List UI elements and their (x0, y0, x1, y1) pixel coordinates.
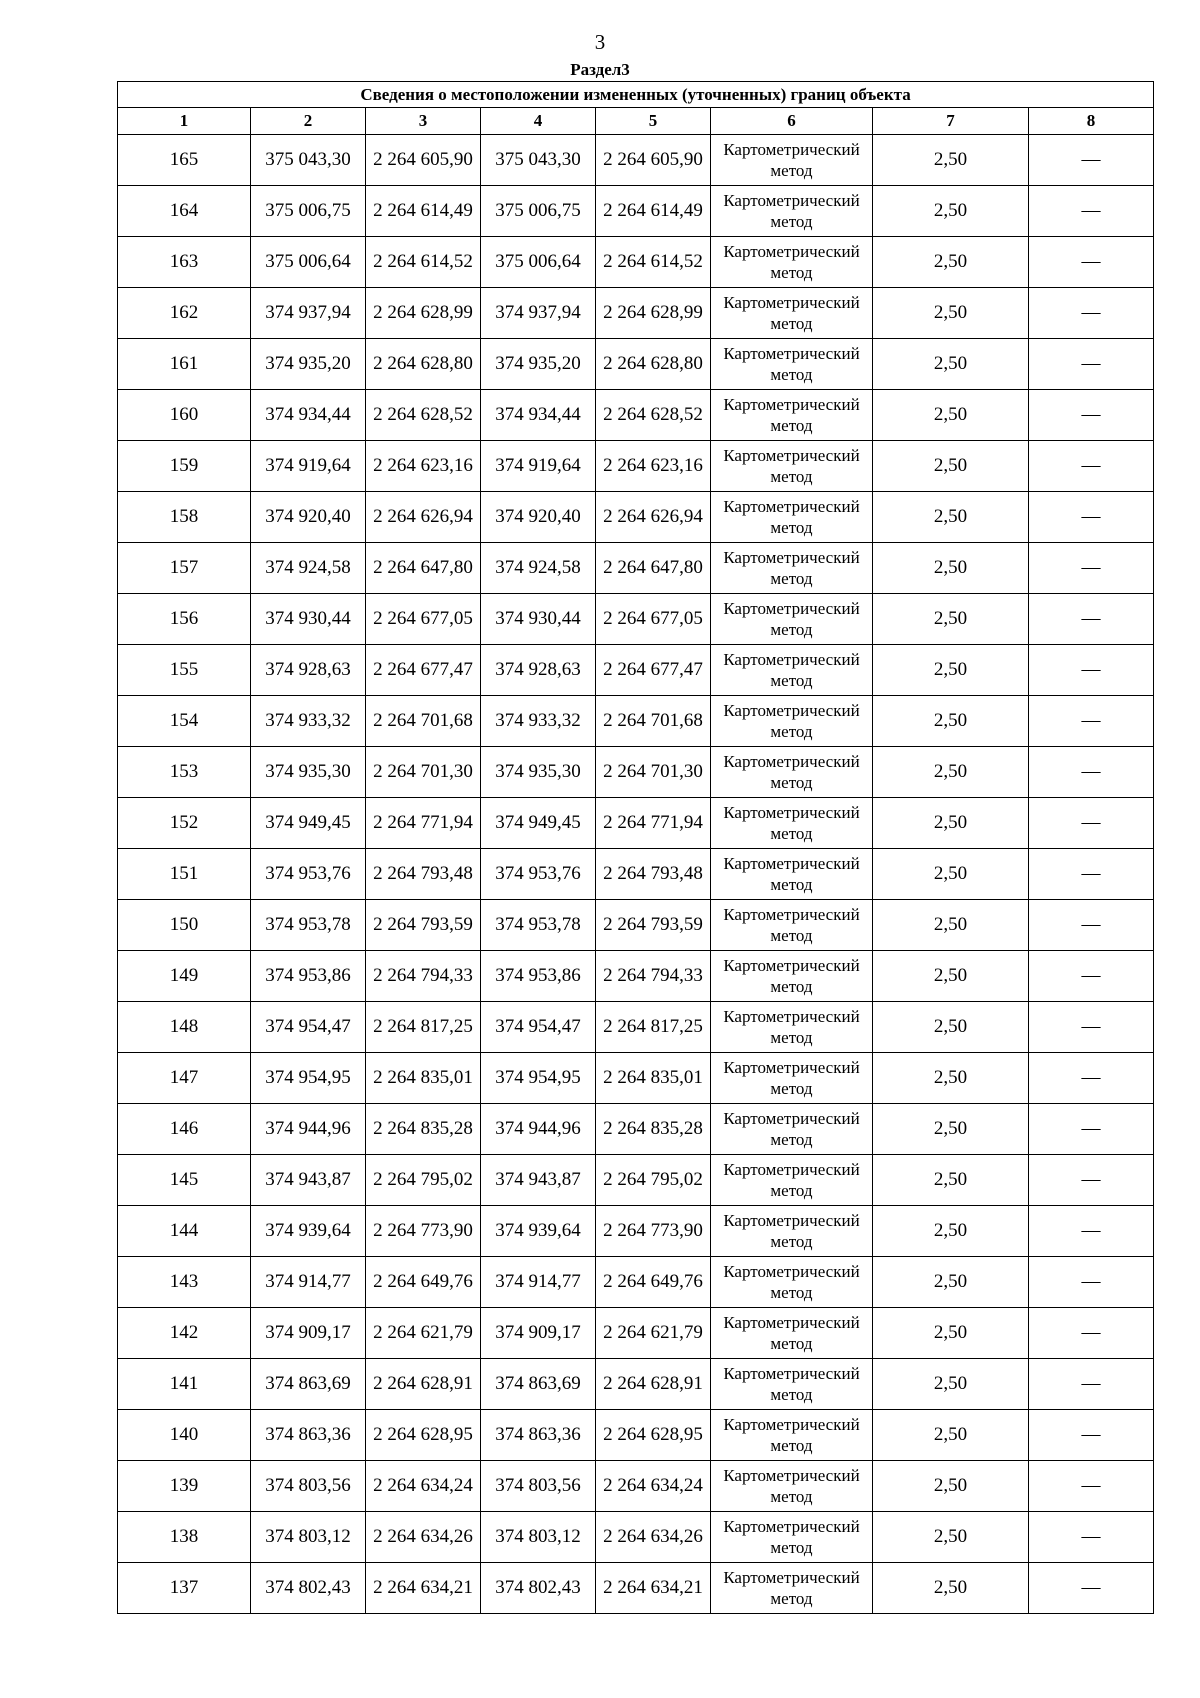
y-coordinate-cell: 2 264 773,90 (366, 1206, 481, 1257)
method-cell: Картометрический метод (711, 135, 873, 186)
y-coordinate-cell: 2 264 628,99 (596, 288, 711, 339)
accuracy-cell: 2,50 (873, 1359, 1029, 1410)
point-number-cell: 157 (118, 543, 251, 594)
accuracy-cell: 2,50 (873, 696, 1029, 747)
method-cell: Картометрический метод (711, 186, 873, 237)
note-cell: — (1029, 339, 1154, 390)
accuracy-cell: 2,50 (873, 492, 1029, 543)
y-coordinate-cell: 2 264 634,26 (596, 1512, 711, 1563)
point-number-cell: 158 (118, 492, 251, 543)
y-coordinate-cell: 2 264 628,95 (596, 1410, 711, 1461)
point-number-cell: 154 (118, 696, 251, 747)
x-coordinate-cell: 375 006,64 (251, 237, 366, 288)
y-coordinate-cell: 2 264 621,79 (596, 1308, 711, 1359)
y-coordinate-cell: 2 264 605,90 (366, 135, 481, 186)
table-row (118, 135, 1154, 186)
y-coordinate-cell: 2 264 626,94 (596, 492, 711, 543)
method-cell: Картометрический метод (711, 1563, 873, 1614)
y-coordinate-cell: 2 264 614,52 (366, 237, 481, 288)
note-cell: — (1029, 1155, 1154, 1206)
x-coordinate-cell: 374 953,78 (251, 900, 366, 951)
point-number-cell: 143 (118, 1257, 251, 1308)
table-row (118, 1104, 1154, 1155)
method-cell: Картометрический метод (711, 1512, 873, 1563)
x-coordinate-cell: 374 943,87 (251, 1155, 366, 1206)
y-coordinate-cell: 2 264 628,91 (596, 1359, 711, 1410)
table-row (118, 1155, 1154, 1206)
x-coordinate-cell: 374 935,30 (251, 747, 366, 798)
x-coordinate-cell: 374 935,20 (251, 339, 366, 390)
table-body (118, 135, 1154, 1614)
accuracy-cell: 2,50 (873, 1257, 1029, 1308)
accuracy-cell: 2,50 (873, 1053, 1029, 1104)
point-number-cell: 160 (118, 390, 251, 441)
y-coordinate-cell: 2 264 647,80 (596, 543, 711, 594)
method-cell: Картометрический метод (711, 1002, 873, 1053)
table-row (118, 1206, 1154, 1257)
y-coordinate-cell: 2 264 634,21 (596, 1563, 711, 1614)
method-cell: Картометрический метод (711, 1359, 873, 1410)
y-coordinate-cell: 2 264 835,01 (366, 1053, 481, 1104)
y-coordinate-cell: 2 264 817,25 (596, 1002, 711, 1053)
x-coordinate-cell: 374 935,20 (481, 339, 596, 390)
accuracy-cell: 2,50 (873, 798, 1029, 849)
note-cell: — (1029, 696, 1154, 747)
point-number-cell: 165 (118, 135, 251, 186)
accuracy-cell: 2,50 (873, 747, 1029, 798)
note-cell: — (1029, 1461, 1154, 1512)
y-coordinate-cell: 2 264 634,26 (366, 1512, 481, 1563)
x-coordinate-cell: 374 943,87 (481, 1155, 596, 1206)
table-row (118, 645, 1154, 696)
x-coordinate-cell: 374 802,43 (251, 1563, 366, 1614)
method-cell: Картометрический метод (711, 441, 873, 492)
x-coordinate-cell: 374 939,64 (251, 1206, 366, 1257)
x-coordinate-cell: 375 006,64 (481, 237, 596, 288)
x-coordinate-cell: 374 937,94 (481, 288, 596, 339)
x-coordinate-cell: 374 949,45 (251, 798, 366, 849)
accuracy-cell: 2,50 (873, 1563, 1029, 1614)
y-coordinate-cell: 2 264 614,49 (366, 186, 481, 237)
method-cell: Картометрический метод (711, 951, 873, 1002)
table-row (118, 339, 1154, 390)
accuracy-cell: 2,50 (873, 951, 1029, 1002)
x-coordinate-cell: 374 954,95 (481, 1053, 596, 1104)
x-coordinate-cell: 374 954,95 (251, 1053, 366, 1104)
point-number-cell: 162 (118, 288, 251, 339)
x-coordinate-cell: 374 803,56 (481, 1461, 596, 1512)
note-cell: — (1029, 849, 1154, 900)
accuracy-cell: 2,50 (873, 594, 1029, 645)
table-row (118, 1410, 1154, 1461)
y-coordinate-cell: 2 264 649,76 (366, 1257, 481, 1308)
table-row (118, 1512, 1154, 1563)
x-coordinate-cell: 374 934,44 (251, 390, 366, 441)
x-coordinate-cell: 374 930,44 (481, 594, 596, 645)
y-coordinate-cell: 2 264 605,90 (596, 135, 711, 186)
table-row (118, 798, 1154, 849)
method-cell: Картометрический метод (711, 1308, 873, 1359)
note-cell: — (1029, 1512, 1154, 1563)
y-coordinate-cell: 2 264 614,52 (596, 237, 711, 288)
point-number-cell: 148 (118, 1002, 251, 1053)
method-cell: Картометрический метод (711, 237, 873, 288)
x-coordinate-cell: 374 924,58 (481, 543, 596, 594)
y-coordinate-cell: 2 264 817,25 (366, 1002, 481, 1053)
y-coordinate-cell: 2 264 623,16 (366, 441, 481, 492)
x-coordinate-cell: 374 937,94 (251, 288, 366, 339)
y-coordinate-cell: 2 264 628,80 (596, 339, 711, 390)
x-coordinate-cell: 374 949,45 (481, 798, 596, 849)
accuracy-cell: 2,50 (873, 900, 1029, 951)
table-row (118, 543, 1154, 594)
y-coordinate-cell: 2 264 628,99 (366, 288, 481, 339)
x-coordinate-cell: 374 933,32 (251, 696, 366, 747)
x-coordinate-cell: 374 953,86 (481, 951, 596, 1002)
y-coordinate-cell: 2 264 701,30 (366, 747, 481, 798)
y-coordinate-cell: 2 264 771,94 (596, 798, 711, 849)
y-coordinate-cell: 2 264 621,79 (366, 1308, 481, 1359)
y-coordinate-cell: 2 264 614,49 (596, 186, 711, 237)
accuracy-cell: 2,50 (873, 237, 1029, 288)
y-coordinate-cell: 2 264 647,80 (366, 543, 481, 594)
y-coordinate-cell: 2 264 793,48 (596, 849, 711, 900)
x-coordinate-cell: 374 914,77 (251, 1257, 366, 1308)
y-coordinate-cell: 2 264 835,28 (366, 1104, 481, 1155)
table-row (118, 1359, 1154, 1410)
x-coordinate-cell: 374 863,36 (481, 1410, 596, 1461)
x-coordinate-cell: 374 935,30 (481, 747, 596, 798)
x-coordinate-cell: 374 924,58 (251, 543, 366, 594)
column-number: 8 (1029, 108, 1154, 135)
method-cell: Картометрический метод (711, 543, 873, 594)
column-number-row (118, 108, 1154, 135)
x-coordinate-cell: 374 944,96 (481, 1104, 596, 1155)
x-coordinate-cell: 374 863,69 (251, 1359, 366, 1410)
x-coordinate-cell: 374 934,44 (481, 390, 596, 441)
x-coordinate-cell: 374 802,43 (481, 1563, 596, 1614)
accuracy-cell: 2,50 (873, 1461, 1029, 1512)
x-coordinate-cell: 375 006,75 (251, 186, 366, 237)
y-coordinate-cell: 2 264 677,47 (596, 645, 711, 696)
note-cell: — (1029, 798, 1154, 849)
note-cell: — (1029, 237, 1154, 288)
method-cell: Картометрический метод (711, 339, 873, 390)
x-coordinate-cell: 374 954,47 (251, 1002, 366, 1053)
method-cell: Картометрический метод (711, 645, 873, 696)
table-row (118, 288, 1154, 339)
method-cell: Картометрический метод (711, 288, 873, 339)
column-number: 1 (118, 108, 251, 135)
table-row (118, 747, 1154, 798)
column-number: 3 (366, 108, 481, 135)
table-row (118, 441, 1154, 492)
point-number-cell: 159 (118, 441, 251, 492)
y-coordinate-cell: 2 264 771,94 (366, 798, 481, 849)
point-number-cell: 156 (118, 594, 251, 645)
x-coordinate-cell: 374 919,64 (251, 441, 366, 492)
y-coordinate-cell: 2 264 628,95 (366, 1410, 481, 1461)
y-coordinate-cell: 2 264 794,33 (596, 951, 711, 1002)
note-cell: — (1029, 441, 1154, 492)
accuracy-cell: 2,50 (873, 1512, 1029, 1563)
y-coordinate-cell: 2 264 701,68 (596, 696, 711, 747)
y-coordinate-cell: 2 264 649,76 (596, 1257, 711, 1308)
x-coordinate-cell: 375 006,75 (481, 186, 596, 237)
accuracy-cell: 2,50 (873, 1155, 1029, 1206)
table-row (118, 237, 1154, 288)
x-coordinate-cell: 374 944,96 (251, 1104, 366, 1155)
x-coordinate-cell: 374 953,76 (481, 849, 596, 900)
x-coordinate-cell: 374 928,63 (251, 645, 366, 696)
y-coordinate-cell: 2 264 701,30 (596, 747, 711, 798)
point-number-cell: 155 (118, 645, 251, 696)
method-cell: Картометрический метод (711, 1257, 873, 1308)
table-row (118, 1308, 1154, 1359)
y-coordinate-cell: 2 264 677,47 (366, 645, 481, 696)
table-row (118, 849, 1154, 900)
y-coordinate-cell: 2 264 628,80 (366, 339, 481, 390)
method-cell: Картометрический метод (711, 900, 873, 951)
x-coordinate-cell: 374 928,63 (481, 645, 596, 696)
note-cell: — (1029, 594, 1154, 645)
note-cell: — (1029, 1104, 1154, 1155)
table-row (118, 186, 1154, 237)
table-row (118, 1257, 1154, 1308)
point-number-cell: 163 (118, 237, 251, 288)
x-coordinate-cell: 374 920,40 (481, 492, 596, 543)
point-number-cell: 164 (118, 186, 251, 237)
method-cell: Картометрический метод (711, 696, 873, 747)
x-coordinate-cell: 374 954,47 (481, 1002, 596, 1053)
table-row (118, 594, 1154, 645)
note-cell: — (1029, 492, 1154, 543)
y-coordinate-cell: 2 264 628,52 (366, 390, 481, 441)
x-coordinate-cell: 374 909,17 (481, 1308, 596, 1359)
y-coordinate-cell: 2 264 795,02 (366, 1155, 481, 1206)
note-cell: — (1029, 390, 1154, 441)
method-cell: Картометрический метод (711, 1206, 873, 1257)
x-coordinate-cell: 374 953,86 (251, 951, 366, 1002)
point-number-cell: 144 (118, 1206, 251, 1257)
table-row (118, 390, 1154, 441)
x-coordinate-cell: 374 920,40 (251, 492, 366, 543)
note-cell: — (1029, 543, 1154, 594)
table-row (118, 1053, 1154, 1104)
method-cell: Картометрический метод (711, 1410, 873, 1461)
y-coordinate-cell: 2 264 634,24 (366, 1461, 481, 1512)
table-row (118, 1002, 1154, 1053)
point-number-cell: 146 (118, 1104, 251, 1155)
note-cell: — (1029, 747, 1154, 798)
point-number-cell: 139 (118, 1461, 251, 1512)
note-cell: — (1029, 1206, 1154, 1257)
y-coordinate-cell: 2 264 835,01 (596, 1053, 711, 1104)
column-number: 4 (481, 108, 596, 135)
accuracy-cell: 2,50 (873, 288, 1029, 339)
point-number-cell: 149 (118, 951, 251, 1002)
note-cell: — (1029, 900, 1154, 951)
method-cell: Картометрический метод (711, 492, 873, 543)
note-cell: — (1029, 1053, 1154, 1104)
method-cell: Картометрический метод (711, 1155, 873, 1206)
y-coordinate-cell: 2 264 677,05 (596, 594, 711, 645)
y-coordinate-cell: 2 264 628,52 (596, 390, 711, 441)
y-coordinate-cell: 2 264 793,59 (366, 900, 481, 951)
accuracy-cell: 2,50 (873, 1206, 1029, 1257)
note-cell: — (1029, 288, 1154, 339)
column-number: 6 (711, 108, 873, 135)
y-coordinate-cell: 2 264 835,28 (596, 1104, 711, 1155)
x-coordinate-cell: 374 953,76 (251, 849, 366, 900)
note-cell: — (1029, 186, 1154, 237)
note-cell: — (1029, 1410, 1154, 1461)
column-number: 2 (251, 108, 366, 135)
point-number-cell: 147 (118, 1053, 251, 1104)
x-coordinate-cell: 374 919,64 (481, 441, 596, 492)
y-coordinate-cell: 2 264 677,05 (366, 594, 481, 645)
x-coordinate-cell: 374 803,12 (481, 1512, 596, 1563)
y-coordinate-cell: 2 264 628,91 (366, 1359, 481, 1410)
x-coordinate-cell: 374 953,78 (481, 900, 596, 951)
point-number-cell: 142 (118, 1308, 251, 1359)
section-title: Раздел3 (570, 60, 630, 79)
point-number-cell: 161 (118, 339, 251, 390)
y-coordinate-cell: 2 264 623,16 (596, 441, 711, 492)
x-coordinate-cell: 374 863,36 (251, 1410, 366, 1461)
x-coordinate-cell: 374 914,77 (481, 1257, 596, 1308)
y-coordinate-cell: 2 264 793,59 (596, 900, 711, 951)
table-row (118, 951, 1154, 1002)
point-number-cell: 138 (118, 1512, 251, 1563)
point-number-cell: 150 (118, 900, 251, 951)
point-number-cell: 152 (118, 798, 251, 849)
page-number: 3 (594, 30, 606, 54)
x-coordinate-cell: 375 043,30 (481, 135, 596, 186)
accuracy-cell: 2,50 (873, 390, 1029, 441)
y-coordinate-cell: 2 264 773,90 (596, 1206, 711, 1257)
note-cell: — (1029, 951, 1154, 1002)
method-cell: Картометрический метод (711, 1461, 873, 1512)
method-cell: Картометрический метод (711, 594, 873, 645)
x-coordinate-cell: 374 909,17 (251, 1308, 366, 1359)
y-coordinate-cell: 2 264 794,33 (366, 951, 481, 1002)
x-coordinate-cell: 375 043,30 (251, 135, 366, 186)
y-coordinate-cell: 2 264 634,24 (596, 1461, 711, 1512)
accuracy-cell: 2,50 (873, 339, 1029, 390)
column-number: 5 (596, 108, 711, 135)
point-number-cell: 145 (118, 1155, 251, 1206)
method-cell: Картометрический метод (711, 390, 873, 441)
method-cell: Картометрический метод (711, 1053, 873, 1104)
point-number-cell: 140 (118, 1410, 251, 1461)
method-cell: Картометрический метод (711, 798, 873, 849)
point-number-cell: 141 (118, 1359, 251, 1410)
note-cell: — (1029, 1308, 1154, 1359)
accuracy-cell: 2,50 (873, 543, 1029, 594)
x-coordinate-cell: 374 930,44 (251, 594, 366, 645)
accuracy-cell: 2,50 (873, 441, 1029, 492)
note-cell: — (1029, 1002, 1154, 1053)
method-cell: Картометрический метод (711, 849, 873, 900)
column-number: 7 (873, 108, 1029, 135)
accuracy-cell: 2,50 (873, 1308, 1029, 1359)
table-row (118, 492, 1154, 543)
note-cell: — (1029, 1257, 1154, 1308)
accuracy-cell: 2,50 (873, 1104, 1029, 1155)
x-coordinate-cell: 374 863,69 (481, 1359, 596, 1410)
y-coordinate-cell: 2 264 795,02 (596, 1155, 711, 1206)
accuracy-cell: 2,50 (873, 135, 1029, 186)
note-cell: — (1029, 1563, 1154, 1614)
note-cell: — (1029, 1359, 1154, 1410)
x-coordinate-cell: 374 803,56 (251, 1461, 366, 1512)
x-coordinate-cell: 374 933,32 (481, 696, 596, 747)
y-coordinate-cell: 2 264 793,48 (366, 849, 481, 900)
table-row (118, 1563, 1154, 1614)
table-caption: Сведения о местоположении измененных (уточненных) границ объекта (118, 82, 1154, 108)
y-coordinate-cell: 2 264 626,94 (366, 492, 481, 543)
point-number-cell: 151 (118, 849, 251, 900)
accuracy-cell: 2,50 (873, 1002, 1029, 1053)
note-cell: — (1029, 645, 1154, 696)
x-coordinate-cell: 374 939,64 (481, 1206, 596, 1257)
table-row (118, 1461, 1154, 1512)
point-number-cell: 137 (118, 1563, 251, 1614)
accuracy-cell: 2,50 (873, 849, 1029, 900)
y-coordinate-cell: 2 264 701,68 (366, 696, 481, 747)
y-coordinate-cell: 2 264 634,21 (366, 1563, 481, 1614)
accuracy-cell: 2,50 (873, 186, 1029, 237)
method-cell: Картометрический метод (711, 1104, 873, 1155)
table-row (118, 696, 1154, 747)
accuracy-cell: 2,50 (873, 1410, 1029, 1461)
table-row (118, 900, 1154, 951)
coordinates-table (117, 81, 1154, 1614)
x-coordinate-cell: 374 803,12 (251, 1512, 366, 1563)
method-cell: Картометрический метод (711, 747, 873, 798)
note-cell: — (1029, 135, 1154, 186)
point-number-cell: 153 (118, 747, 251, 798)
accuracy-cell: 2,50 (873, 645, 1029, 696)
